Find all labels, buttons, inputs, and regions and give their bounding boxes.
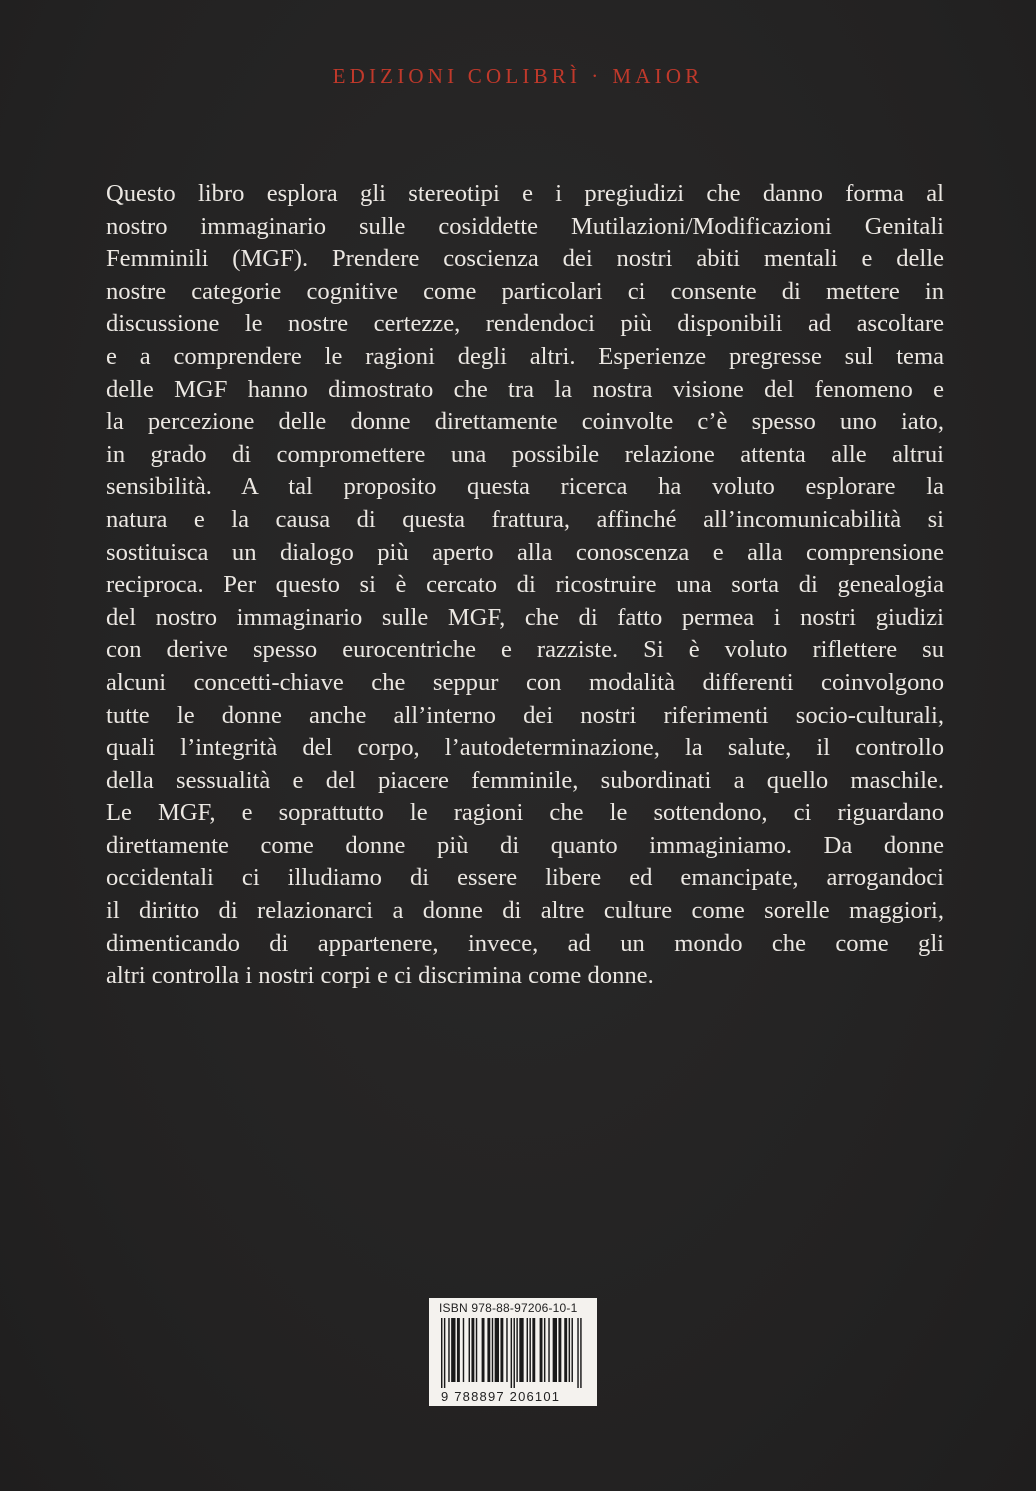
barcode-bar <box>487 1318 490 1382</box>
blurb-line: in grado di compromettere una possibile relazione attenta alle altrui <box>106 440 944 468</box>
barcode-bar <box>553 1318 557 1382</box>
barcode-bar <box>569 1318 570 1382</box>
barcode-bar <box>500 1318 503 1382</box>
barcode-digits: 9 788897 206101 <box>441 1389 561 1404</box>
blurb-line: nostre categorie cognitive come particolari ci consente di mettere in <box>106 277 944 305</box>
blurb-line: tutte le donne anche all’interno dei nostri riferimenti socio-culturali, <box>106 701 944 729</box>
blurb-line: la percezione delle donne direttamente coinvolte c’è spesso uno iato, <box>106 408 944 436</box>
blurb-line: con derive spesso eurocentriche e razziste. Si è voluto riflettere su <box>106 636 944 664</box>
barcode-bar <box>441 1318 442 1388</box>
isbn-number: ISBN 978-88-97206-10-1 <box>439 1301 578 1315</box>
blurb-line: sensibilità. A tal proposito questa ricerca ha voluto esplorare la <box>106 473 944 501</box>
barcode-bar <box>529 1318 530 1382</box>
publisher-name: EDIZIONI COLIBRÌ <box>332 64 582 88</box>
blurb-line: sostituisca un dialogo più aperto alla conoscenza e alla comprensione <box>106 538 944 566</box>
barcode-bar <box>506 1318 507 1382</box>
blurb-line: altri controlla i nostri corpi e ci discrimina come donne. <box>106 962 654 990</box>
barcode-bar <box>471 1318 474 1382</box>
blurb-line: Questo libro esplora gli stereotipi e i pregiudizi che danno forma al <box>106 180 944 207</box>
barcode-bar <box>544 1318 545 1382</box>
blurb-line: della sessualità e del piacere femminile, subordinati a quello maschile. <box>106 766 944 794</box>
barcode-bar <box>492 1318 493 1382</box>
barcode-bar <box>558 1318 561 1382</box>
back-cover-blurb <box>106 178 944 993</box>
isbn-barcode-label <box>429 1298 597 1406</box>
barcode-bar <box>540 1318 543 1382</box>
blurb-line: Le MGF, e soprattutto le ragioni che le sottendono, ci riguardano <box>106 799 944 827</box>
blurb-line: e a comprendere le ragioni degli altri. Esperienze pregresse sul tema <box>106 342 944 370</box>
barcode-bar <box>564 1318 567 1382</box>
blurb-line: occidentali ci illudiamo di essere libere ed emancipate, arrogandoci <box>106 864 944 892</box>
blurb-line: natura e la causa di questa frattura, affinché all’incomunicabilità si <box>106 505 944 533</box>
barcode-bar <box>532 1318 535 1382</box>
barcode-bar <box>495 1318 499 1382</box>
blurb-line: il diritto di relazionarci a donne di altre culture come sorelle maggiori, <box>106 897 944 925</box>
publisher-line <box>0 64 1036 89</box>
barcode-bar <box>451 1318 455 1382</box>
barcode-bar <box>469 1318 470 1382</box>
blurb-line: reciproca. Per questo si è cercato di ricostruire una sorta di genealogia <box>106 571 944 599</box>
series-name: MAIOR <box>612 64 704 88</box>
barcode-bar <box>527 1318 528 1382</box>
blurb-line: delle MGF hanno dimostrato che tra la nostra visione del fenomeno e <box>106 375 944 403</box>
barcode-bar <box>463 1318 464 1382</box>
blurb-line: quali l’integrità del corpo, l’autodeterminazione, la salute, il controllo <box>106 734 944 762</box>
blurb-line: dimenticando di appartenere, invece, ad un mondo che come gli <box>106 929 944 957</box>
barcode-bar <box>519 1318 523 1382</box>
barcode-bar <box>444 1318 445 1388</box>
barcode-bar <box>580 1318 581 1388</box>
blurb-line: del nostro immaginario sulle MGF, che di fatto permea i nostri giudizi <box>106 603 944 631</box>
barcode-bar <box>514 1318 515 1388</box>
barcode-bars <box>429 1316 597 1390</box>
blurb-line: discussione le nostre certezze, rendendoci più disponibili ad ascoltare <box>106 310 944 338</box>
blurb-line: direttamente come donne più di quanto immaginiamo. Da donne <box>106 831 944 859</box>
blurb-line: alcuni concetti-chiave che seppur con modalità differenti coinvolgono <box>106 668 944 696</box>
barcode-bar <box>548 1318 549 1382</box>
barcode-bar <box>572 1318 573 1382</box>
barcode-bar <box>516 1318 517 1382</box>
publisher-separator: · <box>591 64 603 88</box>
barcode-bar <box>448 1318 449 1382</box>
barcode-bar <box>476 1318 477 1382</box>
barcode-bar <box>457 1318 460 1382</box>
barcode-bar <box>577 1318 578 1388</box>
blurb-line: nostro immaginario sulle cosiddette Mutilazioni/Modificazioni Genitali <box>106 212 944 240</box>
barcode-bar <box>511 1318 512 1388</box>
blurb-line: Femminili (MGF). Prendere coscienza dei nostri abiti mentali e delle <box>106 245 944 273</box>
barcode-bar <box>482 1318 485 1382</box>
